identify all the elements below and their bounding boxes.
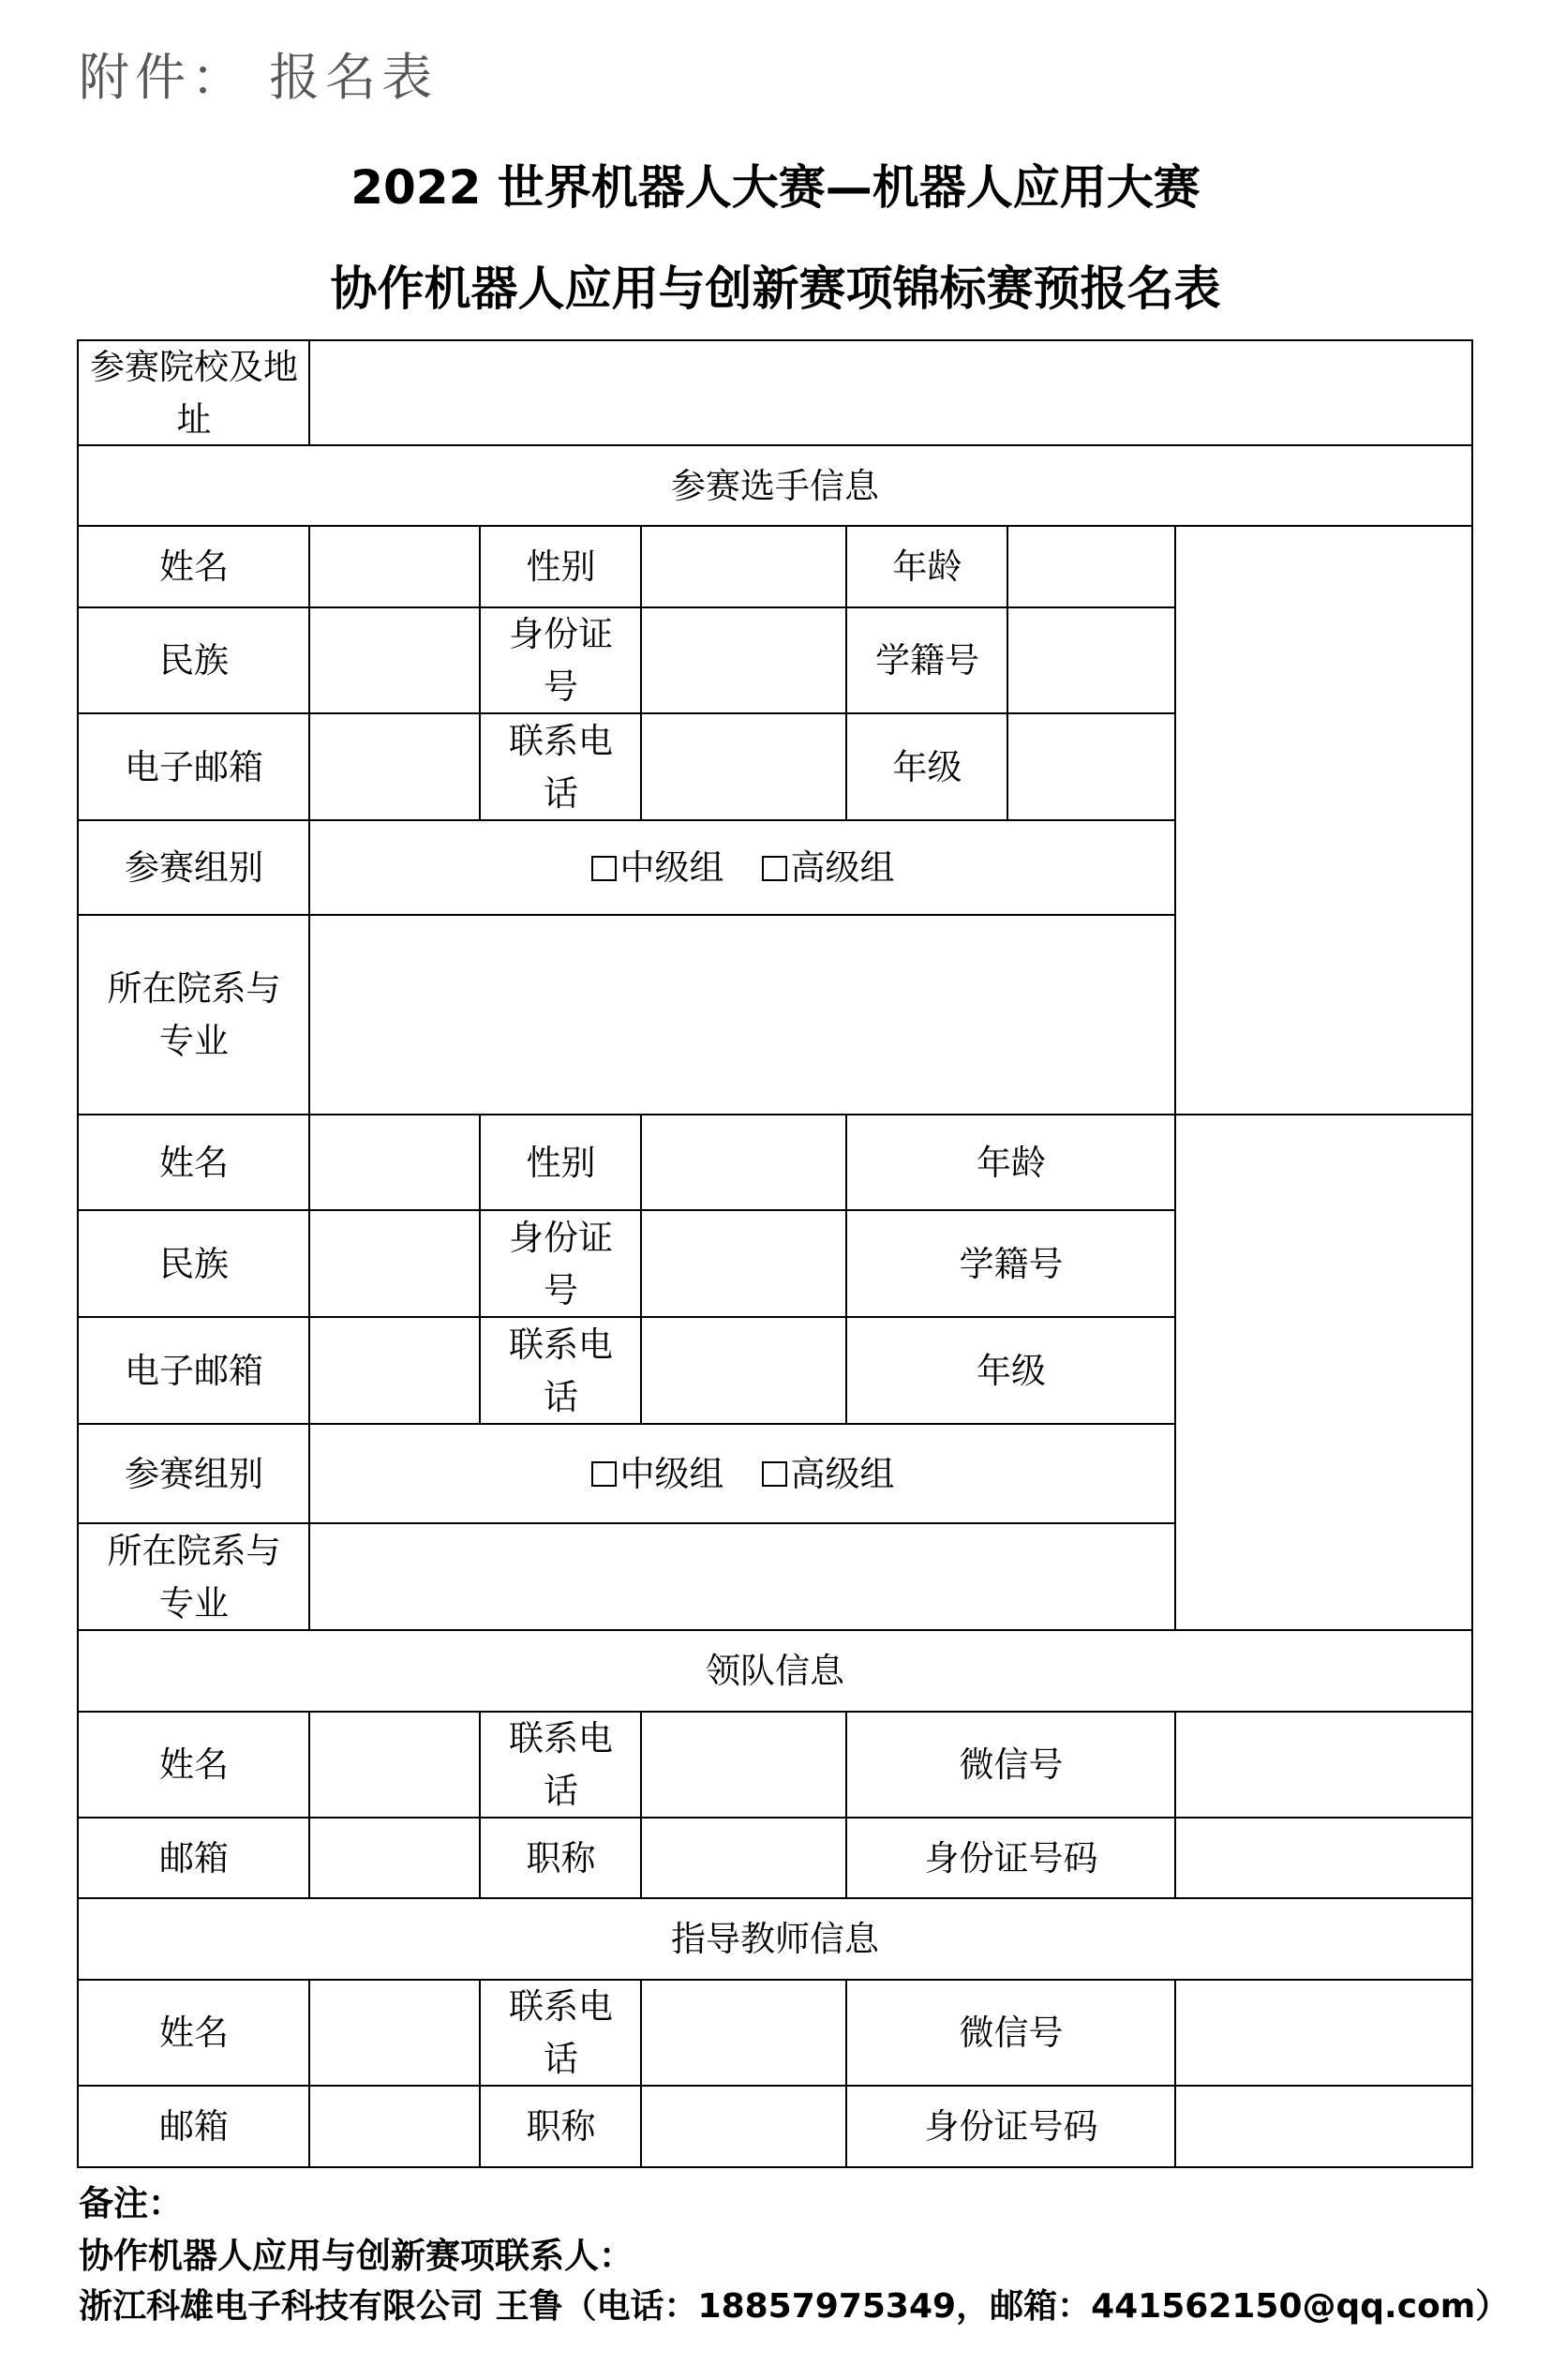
player2-photo-area[interactable]	[1176, 1115, 1471, 1630]
attachment-label: 附件： 报名表	[79, 48, 439, 107]
teacher-wechat-field[interactable]	[1176, 1981, 1471, 2086]
section-player-info: 参赛选手信息	[671, 465, 879, 506]
player1-age-field[interactable]	[1008, 527, 1175, 607]
teacher-id-field[interactable]	[1176, 2087, 1471, 2167]
label-age: 年龄	[892, 546, 962, 587]
player1-email-field[interactable]	[310, 714, 480, 820]
player1-group-options	[310, 821, 1175, 915]
player1-dept-field[interactable]	[310, 916, 1175, 1115]
label-gender: 性别	[526, 546, 596, 587]
label-name: 姓名	[159, 546, 229, 587]
label-phone: 联系电话	[509, 1718, 613, 1811]
label-wechat: 微信号	[959, 2013, 1064, 2053]
player2-id-field[interactable]	[642, 1211, 846, 1317]
label-name: 姓名	[159, 2013, 229, 2053]
label-mailbox: 邮箱	[159, 1837, 229, 1879]
checkbox-icon	[762, 856, 787, 881]
leader-id-field[interactable]	[1176, 1819, 1471, 1898]
label-id-number-full: 身份证号码	[924, 2106, 1098, 2147]
section-leader-info: 领队信息	[706, 1651, 844, 1691]
checkbox-icon	[762, 1461, 787, 1487]
label-age: 年龄	[977, 1142, 1046, 1183]
label-school-address: 参赛院校及地址	[90, 346, 298, 440]
label-title-rank: 职称	[526, 1837, 596, 1879]
form-title-line2: 协作机器人应用与创新赛项锦标赛预报名表	[330, 262, 1221, 316]
label-grade: 年级	[977, 1350, 1046, 1391]
checkbox-icon	[591, 1461, 617, 1487]
teacher-title-field[interactable]	[642, 2087, 846, 2167]
label-student-id: 学籍号	[875, 640, 979, 681]
school-address-field[interactable]	[310, 341, 1471, 445]
player2-phone-field[interactable]	[642, 1318, 846, 1424]
player2-dept-field[interactable]	[310, 1524, 1175, 1630]
label-mailbox: 邮箱	[159, 2106, 229, 2147]
player2-gender-field[interactable]	[642, 1115, 846, 1210]
label-dept-major: 所在院系与专业	[107, 968, 281, 1061]
group-high-label: 高级组	[790, 847, 895, 888]
label-phone: 联系电话	[509, 720, 613, 814]
label-id-number: 身份证号	[509, 614, 613, 707]
form-title-line1: 2022 世界机器人大赛—机器人应用大赛	[350, 160, 1201, 215]
player1-ethnicity-field[interactable]	[310, 608, 480, 713]
player1-name-field[interactable]	[310, 527, 480, 607]
label-name: 姓名	[159, 1142, 229, 1183]
contact-info: 浙江科雄电子科技有限公司 王鲁（电话：18857975349，邮箱：441562150@qq.com）	[79, 2287, 1510, 2326]
player2-email-field[interactable]	[310, 1318, 480, 1424]
player2-name-field[interactable]	[310, 1115, 480, 1210]
leader-email-field[interactable]	[310, 1819, 480, 1898]
group-high-checkbox[interactable]	[762, 1448, 895, 1501]
leader-wechat-field[interactable]	[1176, 1713, 1471, 1818]
contact-label: 协作机器人应用与创新赛项联系人：	[79, 2236, 634, 2276]
group-mid-checkbox[interactable]	[591, 1448, 724, 1501]
label-gender: 性别	[526, 1142, 596, 1183]
label-phone: 联系电话	[509, 1324, 613, 1417]
group-mid-label: 中级组	[619, 1453, 724, 1494]
label-wechat: 微信号	[959, 1744, 1064, 1785]
player1-id-field[interactable]	[642, 608, 846, 713]
player1-photo-area[interactable]	[1176, 527, 1471, 1115]
group-high-label: 高级组	[790, 1453, 895, 1494]
player1-phone-field[interactable]	[642, 714, 846, 820]
label-email: 电子邮箱	[125, 746, 263, 787]
label-title-rank: 职称	[526, 2106, 596, 2147]
teacher-name-field[interactable]	[310, 1981, 480, 2086]
label-id-number-full: 身份证号码	[924, 1837, 1098, 1879]
leader-name-field[interactable]	[310, 1713, 480, 1818]
group-mid-label: 中级组	[619, 847, 724, 888]
section-teacher-info: 指导教师信息	[671, 1919, 879, 1959]
leader-title-field[interactable]	[642, 1819, 846, 1898]
label-phone: 联系电话	[509, 1986, 613, 2079]
teacher-email-field[interactable]	[310, 2087, 480, 2167]
label-student-id: 学籍号	[959, 1243, 1064, 1284]
label-ethnicity: 民族	[159, 640, 229, 681]
label-name: 姓名	[159, 1744, 229, 1785]
group-mid-checkbox[interactable]	[591, 842, 724, 894]
remark-label: 备注：	[79, 2183, 183, 2223]
player1-grade-field[interactable]	[1008, 714, 1175, 820]
player1-student-id-field[interactable]	[1008, 608, 1175, 713]
player2-group-options	[310, 1425, 1175, 1523]
label-ethnicity: 民族	[159, 1243, 229, 1284]
label-group: 参赛组别	[125, 1453, 263, 1494]
label-dept-major: 所在院系与专业	[107, 1530, 281, 1624]
teacher-phone-field[interactable]	[642, 1981, 846, 2086]
leader-phone-field[interactable]	[642, 1713, 846, 1818]
group-high-checkbox[interactable]	[762, 842, 895, 894]
label-id-number: 身份证号	[509, 1217, 613, 1310]
player1-gender-field[interactable]	[642, 527, 846, 607]
checkbox-icon	[591, 856, 617, 881]
label-group: 参赛组别	[125, 847, 263, 888]
player2-ethnicity-field[interactable]	[310, 1211, 480, 1317]
label-email: 电子邮箱	[125, 1350, 263, 1391]
label-grade: 年级	[892, 746, 962, 787]
